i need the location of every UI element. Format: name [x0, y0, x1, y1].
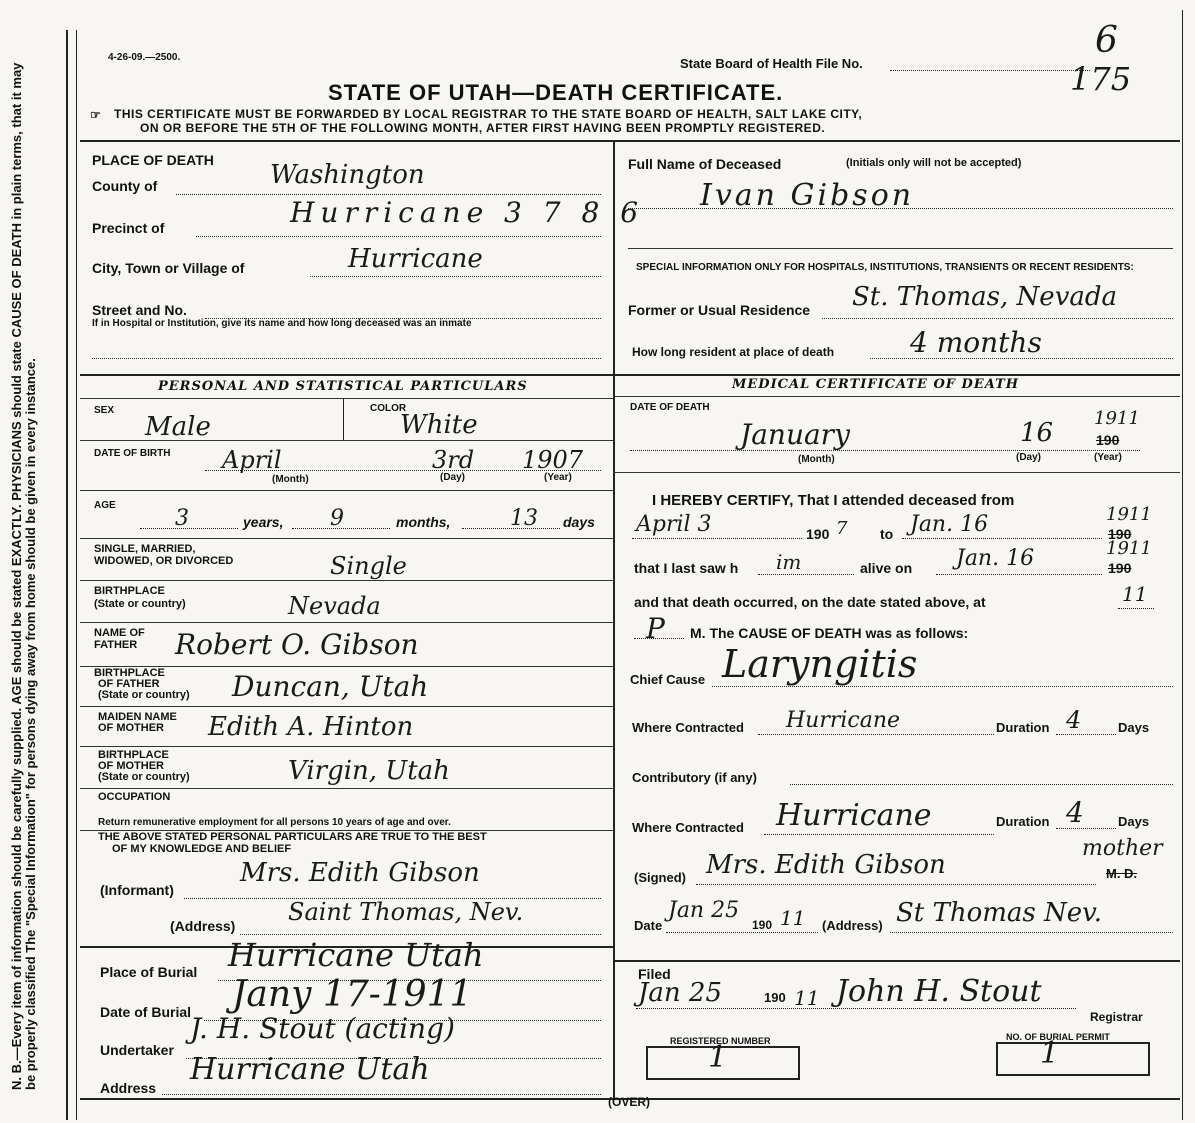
- where-contracted-2-line: [764, 834, 994, 835]
- undertaker-address-line: [162, 1094, 601, 1095]
- contributory-label: Contributory (if any): [632, 770, 757, 785]
- attest-line-2: OF MY KNOWLEDGE AND BELIEF: [112, 843, 292, 855]
- duration-line: [1056, 734, 1116, 735]
- age-months-label: months,: [396, 514, 451, 530]
- form-code: 4-26-09.—2500.: [108, 52, 181, 63]
- file-number-top: 6: [1095, 20, 1118, 61]
- birthplace-row-rule: [80, 622, 613, 623]
- burial-permit-label: NO. OF BURIAL PERMIT: [1006, 1032, 1110, 1042]
- informant-address-label: (Address): [170, 918, 236, 934]
- mother-bp-value: Virgin, Utah: [288, 756, 450, 786]
- dod-day: 16: [1020, 418, 1054, 448]
- filed-year: 11: [794, 986, 820, 1010]
- mother-label-1: MAIDEN NAME: [98, 711, 177, 723]
- sex-row-rule: [80, 440, 613, 441]
- from-date-line: [632, 538, 802, 539]
- city-line: [310, 276, 601, 277]
- top-frame-rule: [80, 140, 1180, 142]
- undertaker-address-value: Hurricane Utah: [190, 1052, 430, 1087]
- hour-value: 11: [1122, 582, 1148, 606]
- sex-color-divider: [343, 398, 344, 440]
- county-label: County of: [92, 178, 158, 194]
- duration-value: 4: [1066, 706, 1082, 734]
- chief-cause-line: [712, 686, 1173, 687]
- name-label: Full Name of Deceased: [628, 156, 782, 172]
- dod-month: January: [740, 418, 850, 451]
- age-months: 9: [330, 506, 344, 531]
- mother-row-rule: [80, 746, 613, 747]
- age-row-rule: [80, 538, 613, 539]
- father-bp-label-1: BIRTHPLACE: [94, 667, 165, 679]
- county-value: Washington: [270, 160, 425, 190]
- age-years: 3: [175, 506, 189, 531]
- signed-role: mother: [1082, 836, 1163, 861]
- occupation-note: Return remunerative employment for all persons 10 years of age and over.: [98, 817, 451, 828]
- duration-2-line: [1056, 828, 1116, 829]
- dob-day: 3rd: [432, 446, 475, 474]
- dob-month-caption: (Month): [272, 474, 309, 485]
- birthplace-value: Nevada: [288, 592, 381, 620]
- filed-year-printed: 190: [764, 990, 786, 1005]
- mother-label-2: OF MOTHER: [98, 722, 164, 734]
- color-value: White: [400, 410, 478, 440]
- age-years-label: years,: [243, 514, 284, 530]
- to-year-printed: 190: [1108, 526, 1132, 542]
- dod-year-printed: 190: [1096, 432, 1120, 448]
- medical-address-label: (Address): [822, 918, 883, 933]
- age-days-label: days: [563, 514, 595, 530]
- dob-label: DATE OF BIRTH: [94, 448, 171, 459]
- last-saw-label: that I last saw h: [634, 560, 739, 576]
- dod-row-rule: [613, 472, 1180, 473]
- father-bp-row-rule: [80, 706, 613, 707]
- last-saw-suffix: im: [776, 550, 802, 574]
- alive-date-line: [936, 574, 1102, 575]
- dob-month: April: [222, 446, 282, 474]
- marital-row-rule: [80, 580, 613, 581]
- md-label: M. D.: [1106, 866, 1138, 881]
- duration-label: Duration: [996, 720, 1050, 735]
- medical-date-year: 11: [780, 906, 806, 930]
- mother-bp-caption: (State or country): [98, 771, 190, 783]
- city-label: City, Town or Village of: [92, 260, 245, 276]
- personal-heading-rule: [80, 398, 613, 399]
- informant-address-value: Saint Thomas, Nev.: [288, 898, 524, 926]
- burial-date-value: Jany 17-1911: [232, 974, 473, 1015]
- death-occurred-text: and that death occurred, on the date stated above, at: [634, 594, 986, 610]
- informant-address-line: [240, 934, 601, 935]
- undertaker-label: Undertaker: [100, 1042, 174, 1058]
- father-bp-caption: (State or country): [98, 689, 190, 701]
- contributory-line: [790, 784, 1173, 785]
- resident-time-value: 4 months: [910, 326, 1042, 359]
- dod-year: 1911: [1094, 408, 1140, 429]
- medical-heading: MEDICAL CERTIFICATE OF DEATH: [732, 377, 1020, 392]
- right-edge-rule: [1182, 10, 1183, 1120]
- notice-line-2: ON OR BEFORE THE 5TH OF THE FOLLOWING MONTH, AFTER FIRST HAVING BEEN PROMPTLY REGISTERED.: [140, 121, 826, 135]
- informant-label: (Informant): [100, 882, 174, 898]
- marital-value: Single: [330, 552, 407, 580]
- father-bp-label-2: OF FATHER: [98, 678, 160, 690]
- city-value: Hurricane: [348, 244, 483, 274]
- occupation-label: OCCUPATION: [98, 791, 171, 803]
- left-margin-rule: [66, 30, 68, 1120]
- precinct-line: [196, 236, 601, 237]
- signed-value: Mrs. Edith Gibson: [706, 850, 946, 880]
- age-label: AGE: [94, 500, 116, 511]
- age-days: 13: [510, 506, 538, 531]
- hospital-line: [92, 358, 601, 359]
- reg-number-value: 1: [708, 1040, 728, 1075]
- to-label: to: [880, 526, 894, 542]
- birthplace-caption: (State or country): [94, 598, 186, 610]
- special-info-rule: [628, 248, 1173, 249]
- residence-value: St. Thomas, Nevada: [852, 282, 1118, 312]
- mother-bp-label-1: BIRTHPLACE: [98, 749, 169, 761]
- to-date-line: [902, 538, 1102, 539]
- where-contracted-label: Where Contracted: [632, 720, 744, 735]
- side-note: N. B.—Every item of information should be carefully supplied. AGE should be stated EXACTLY. PHYSICIANS should state CAUSE OF DEATH in plain terms, that it may be properly classified The "Special Information" for persons dying away from home should be given in every instance.: [9, 62, 38, 1090]
- certificate-title: STATE OF UTAH—DEATH CERTIFICATE.: [328, 80, 784, 105]
- over-label: (OVER): [608, 1095, 650, 1109]
- personal-heading: PERSONAL AND STATISTICAL PARTICULARS: [158, 379, 528, 394]
- alive-year-printed: 190: [1108, 560, 1132, 576]
- dod-day-caption: (Day): [1016, 452, 1042, 463]
- meridian-value: P: [646, 612, 665, 645]
- dod-year-caption: (Year): [1094, 452, 1122, 463]
- medical-date-year-printed: 190: [752, 918, 773, 932]
- signed-label: (Signed): [634, 870, 686, 885]
- color-label: COLOR: [370, 403, 407, 414]
- age-years-line: [140, 528, 238, 529]
- hospital-note: If in Hospital or Institution, give its name and how long deceased was an inmate: [92, 318, 472, 329]
- marital-label-2: WIDOWED, OR DIVORCED: [94, 555, 234, 567]
- burial-place-label: Place of Burial: [100, 964, 198, 980]
- file-number-line: [890, 70, 1090, 71]
- mother-bp-label-2: OF MOTHER: [98, 760, 164, 772]
- medical-date-value: Jan 25: [668, 898, 740, 923]
- alive-date: Jan. 16: [956, 546, 1035, 571]
- from-year: 7: [836, 518, 848, 539]
- alive-year: 1911: [1106, 538, 1152, 559]
- medical-address-line: [890, 932, 1173, 933]
- duration-2-label: Duration: [996, 814, 1050, 829]
- signed-line: [696, 884, 1096, 885]
- residence-label: Former or Usual Residence: [628, 302, 811, 318]
- duration-days-label: Days: [1118, 720, 1150, 735]
- where-contracted-value: Hurricane: [786, 708, 901, 733]
- where-contracted-2-value: Hurricane: [776, 798, 932, 833]
- notice-icon: ☞: [90, 108, 102, 122]
- dob-row-rule: [80, 490, 613, 491]
- registrar-label: Registrar: [1090, 1010, 1143, 1024]
- mother-bp-row-rule: [80, 788, 613, 789]
- notice-line-1: THIS CERTIFICATE MUST BE FORWARDED BY LOCAL REGISTRAR TO THE STATE BOARD OF HEALTH, SALT LAKE CITY,: [114, 107, 863, 121]
- street-label: Street and No.: [92, 302, 187, 318]
- to-year: 1911: [1106, 504, 1152, 525]
- burial-permit-box: [996, 1042, 1150, 1076]
- birthplace-label: BIRTHPLACE: [94, 585, 165, 597]
- hour-line: [1118, 608, 1154, 609]
- dod-line: [630, 450, 1140, 451]
- deceased-name: Ivan Gibson: [700, 178, 915, 213]
- cause-text: M. The CAUSE OF DEATH was as follows:: [690, 625, 969, 641]
- father-label-1: NAME OF: [94, 627, 145, 639]
- county-line: [176, 194, 601, 195]
- where-contracted-2-label: Where Contracted: [632, 820, 744, 835]
- from-year-printed: 190: [806, 526, 830, 542]
- to-date: Jan. 16: [910, 512, 989, 537]
- medical-heading-rule: [613, 396, 1180, 397]
- dod-month-caption: (Month): [798, 454, 835, 465]
- sex-label: SEX: [94, 405, 115, 416]
- medical-date-label: Date: [634, 918, 663, 933]
- filing-divider-rule: [613, 960, 1180, 962]
- name-note: (Initials only will not be accepted): [846, 157, 1022, 169]
- file-number: 175: [1070, 60, 1132, 98]
- chief-cause-value: Laryngitis: [722, 642, 918, 686]
- filed-date: Jan 25: [638, 978, 723, 1008]
- reg-number-label: REGISTERED NUMBER: [670, 1036, 771, 1046]
- duration-2-value: 4: [1066, 796, 1084, 829]
- last-saw-line: [758, 574, 854, 575]
- where-contracted-line: [758, 734, 994, 735]
- meridian-line: [634, 638, 684, 639]
- certify-text: I HEREBY CERTIFY, That I attended deceased from: [652, 492, 1015, 509]
- father-bp-value: Duncan, Utah: [232, 670, 429, 703]
- dod-label: DATE OF DEATH: [630, 402, 710, 413]
- chief-cause-label: Chief Cause: [630, 672, 706, 687]
- resident-time-label: How long resident at place of death: [632, 345, 835, 359]
- precinct-value: Hurricane 3 7 8 6: [290, 196, 645, 229]
- special-info-heading: SPECIAL INFORMATION ONLY FOR HOSPITALS, INSTITUTIONS, TRANSIENTS OR RECENT RESIDENTS:: [636, 262, 1134, 273]
- file-number-label: State Board of Health File No.: [680, 56, 863, 71]
- father-label-2: FATHER: [94, 639, 138, 651]
- burial-date-label: Date of Burial: [100, 1004, 192, 1020]
- attest-line-1: THE ABOVE STATED PERSONAL PARTICULARS ARE TRUE TO THE BEST: [98, 831, 487, 843]
- dob-year-caption: (Year): [544, 472, 572, 483]
- burial-permit-value: 1: [1040, 1036, 1060, 1071]
- mother-value: Edith A. Hinton: [208, 712, 414, 742]
- duration-2-days-label: Days: [1118, 814, 1150, 829]
- undertaker-address-label: Address: [100, 1080, 157, 1096]
- burial-place-value: Hurricane Utah: [228, 936, 484, 974]
- medical-address-value: St Thomas Nev.: [896, 898, 1103, 928]
- undertaker-value: J. H. Stout (acting): [190, 1012, 455, 1045]
- section-divider-rule: [80, 374, 1180, 376]
- marital-label-1: SINGLE, MARRIED,: [94, 543, 196, 555]
- place-of-death-heading: PLACE OF DEATH: [92, 152, 214, 168]
- left-margin-rule-inner: [76, 30, 77, 1120]
- father-value: Robert O. Gibson: [175, 628, 419, 661]
- medical-date-line: [666, 932, 818, 933]
- residence-line: [822, 318, 1173, 319]
- center-column-rule: [613, 140, 615, 1100]
- alive-label: alive on: [860, 560, 913, 576]
- registrar-signature: John H. Stout: [836, 974, 1042, 1009]
- filed-label: Filed: [638, 966, 671, 982]
- dob-day-caption: (Day): [440, 472, 466, 483]
- sex-value: Male: [145, 412, 211, 442]
- informant-value: Mrs. Edith Gibson: [240, 858, 480, 888]
- precinct-label: Precinct of: [92, 220, 165, 236]
- from-date: April 3: [636, 512, 712, 537]
- dob-year: 1907: [522, 446, 584, 474]
